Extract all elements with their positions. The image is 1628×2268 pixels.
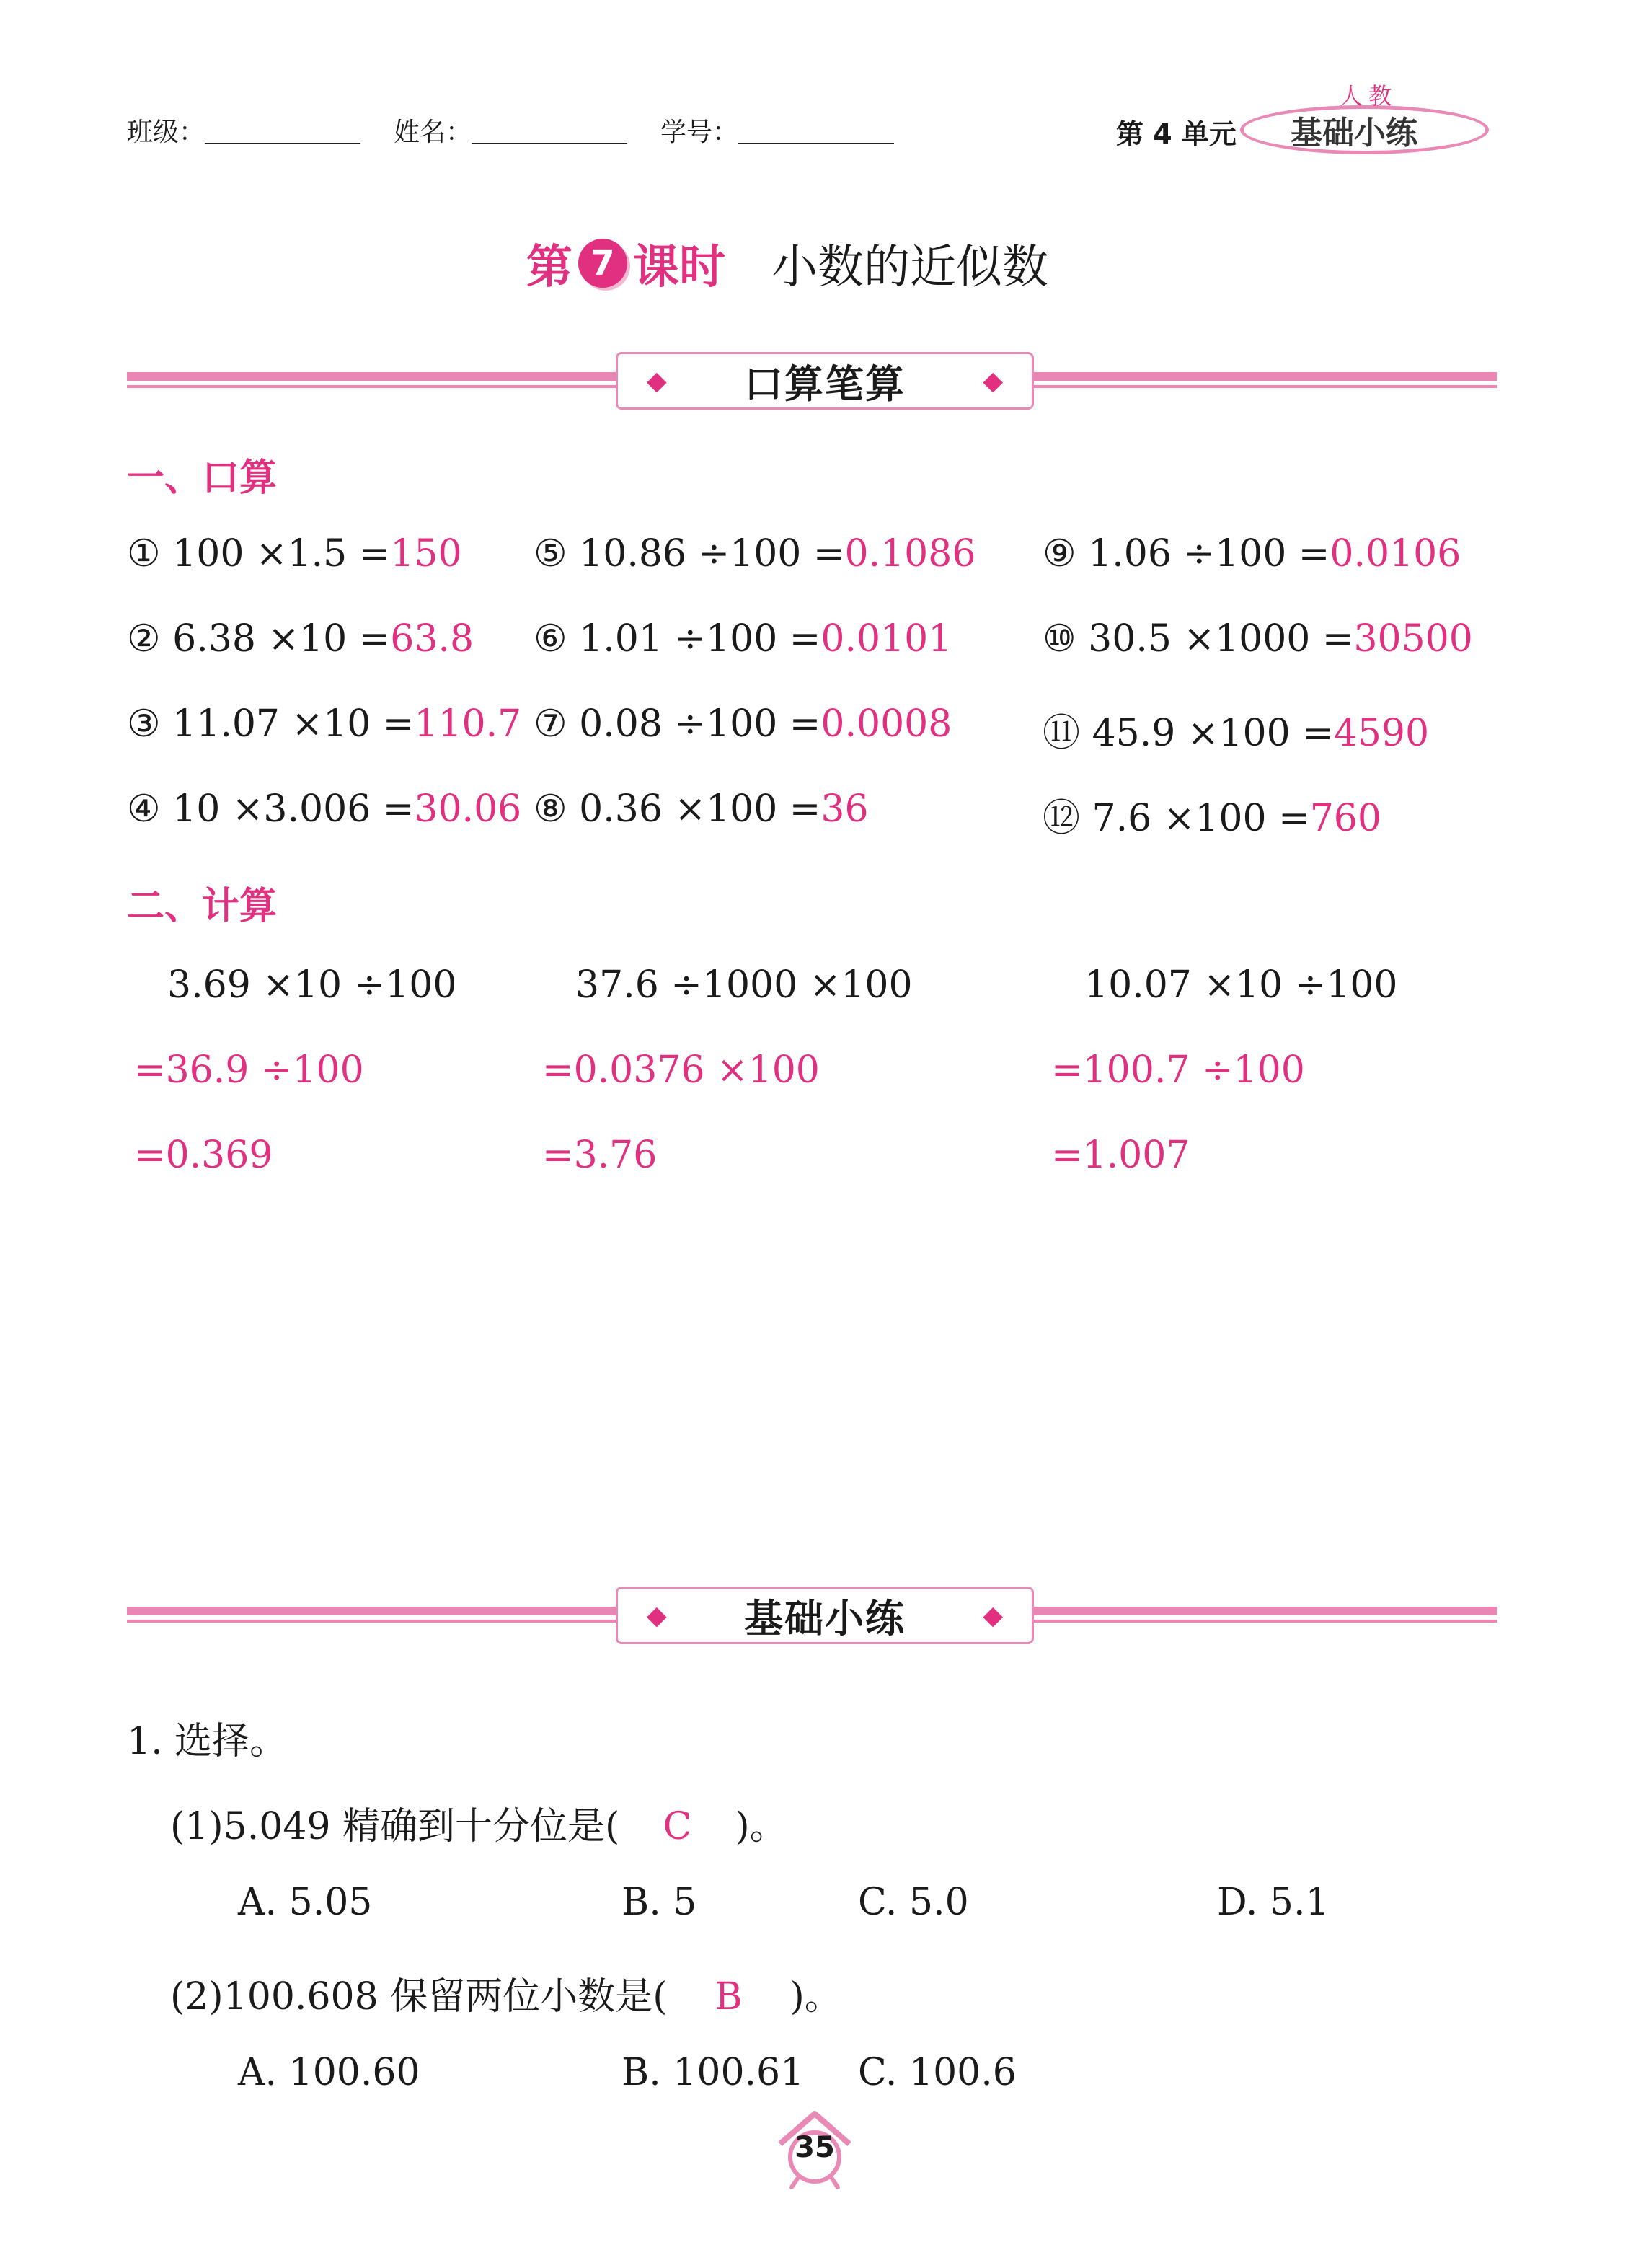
oral-item — [1043, 702, 1429, 756]
option-1-1-b: B. 5 — [621, 1881, 697, 1924]
question-1-2-close: )。 — [789, 1975, 842, 2018]
calc-step1-1: =36.9 ÷100 — [134, 1049, 364, 1092]
option-1-1-d: D. 5.1 — [1217, 1881, 1330, 1924]
calc-step2-1: =0.369 — [134, 1134, 273, 1177]
question-1-1 — [170, 1796, 787, 1850]
calc-step2-3: =1.007 — [1051, 1134, 1190, 1177]
oral-question: ③ 11.07 ×10 = — [127, 702, 415, 746]
oral-question: ⑦ 0.08 ÷100 = — [534, 702, 821, 746]
calc-expr-1: 3.69 ×10 ÷100 — [167, 963, 457, 1007]
option-1-2-a: A. 100.60 — [238, 2051, 420, 2094]
question-1-2 — [170, 1966, 842, 2020]
class-blank — [205, 143, 360, 144]
oral-answer: 30500 — [1353, 617, 1473, 661]
oral-answer: 36 — [820, 787, 869, 831]
oral-question: ⑧ 0.36 ×100 = — [534, 787, 821, 831]
question-1-2-text: (2)100.608 保留两位小数是( — [170, 1975, 668, 2018]
oral-answer: 0.0008 — [820, 702, 952, 746]
oral-question: ⑨ 1.06 ÷100 = — [1043, 532, 1330, 575]
oral-answer: 110.7 — [414, 702, 522, 746]
section2-banner — [616, 1587, 1034, 1644]
question-1-label: 1. 选择。 — [127, 1720, 288, 1763]
option-1-2-c: C. 100.6 — [858, 2051, 1017, 2094]
oral-question: ⑫ 7.6 ×100 = — [1043, 797, 1310, 840]
question-1-2-answer: B — [715, 1975, 743, 2018]
oral-answer: 0.1086 — [844, 532, 976, 575]
lesson-prefix: 第 — [526, 241, 572, 294]
lesson-title: 小数的近似数 — [771, 241, 1048, 294]
oral-answer: 0.0101 — [820, 617, 952, 661]
oral-question: ① 100 ×1.5 = — [127, 532, 391, 575]
question-1-1-answer: C — [663, 1805, 692, 1848]
oral-item — [1043, 787, 1381, 842]
oral-answer: 30.06 — [414, 787, 522, 831]
calc-expr-3: 10.07 ×10 ÷100 — [1084, 963, 1398, 1007]
oral-item — [1043, 532, 1461, 575]
oral-item — [534, 787, 869, 831]
oral-heading: 一、口算 — [127, 456, 278, 500]
oral-item — [127, 617, 474, 661]
brand-title: 基础小练 — [1291, 115, 1417, 151]
lesson-heading — [526, 231, 1048, 296]
name-label: 姓名： — [394, 118, 472, 147]
oral-answer: 4590 — [1333, 712, 1430, 755]
oral-question: ⑩ 30.5 ×1000 = — [1043, 617, 1354, 661]
section1-banner — [616, 352, 1034, 410]
oral-item — [534, 702, 952, 746]
lesson-number-badge: 7 — [578, 239, 627, 288]
oral-item — [1043, 617, 1473, 661]
id-blank — [738, 143, 894, 144]
calc-step1-3: =100.7 ÷100 — [1051, 1049, 1305, 1092]
section1-banner-title: 口算笔算 — [744, 361, 906, 407]
oral-item — [127, 532, 462, 575]
lesson-suffix: 课时 — [633, 241, 725, 294]
option-1-2-b: B. 100.61 — [621, 2051, 805, 2094]
brand-subtitle: 人教 — [1340, 82, 1398, 110]
id-label: 学号： — [660, 118, 739, 147]
oral-answer: 150 — [390, 532, 462, 575]
diamond-icon: ◆ — [647, 366, 667, 396]
diamond-icon: ◆ — [983, 1600, 1003, 1631]
calc-expr-2: 37.6 ÷1000 ×100 — [575, 963, 913, 1007]
oral-answer: 0.0106 — [1330, 532, 1461, 575]
option-1-1-a: A. 5.05 — [238, 1881, 373, 1924]
name-blank — [472, 143, 627, 144]
calc-step1-2: =0.0376 ×100 — [542, 1049, 820, 1092]
oral-item — [534, 532, 976, 575]
oral-item — [127, 702, 521, 746]
page-number: 35 — [795, 2131, 835, 2164]
option-1-1-c: C. 5.0 — [858, 1881, 969, 1924]
calc-heading: 二、计算 — [127, 885, 278, 928]
oral-question: ⑪ 45.9 ×100 = — [1043, 712, 1334, 755]
calc-step2-2: =3.76 — [542, 1134, 658, 1177]
diamond-icon: ◆ — [647, 1600, 667, 1631]
oral-item — [127, 787, 521, 831]
oral-question: ② 6.38 ×10 = — [127, 617, 391, 661]
diamond-icon: ◆ — [983, 366, 1003, 396]
question-1-1-text: (1)5.049 精确到十分位是( — [170, 1805, 620, 1848]
question-1-1-close: )。 — [735, 1805, 787, 1848]
oral-answer: 760 — [1309, 797, 1381, 840]
section2-banner-title: 基础小练 — [744, 1595, 906, 1641]
oral-item — [534, 617, 952, 661]
class-label: 班级： — [127, 118, 205, 147]
oral-answer: 63.8 — [390, 617, 474, 661]
oral-question: ⑤ 10.86 ÷100 = — [534, 532, 845, 575]
oral-question: ⑥ 1.01 ÷100 = — [534, 617, 821, 661]
unit-label: 第 4 单元 — [1116, 118, 1237, 150]
oral-question: ④ 10 ×3.006 = — [127, 787, 415, 831]
